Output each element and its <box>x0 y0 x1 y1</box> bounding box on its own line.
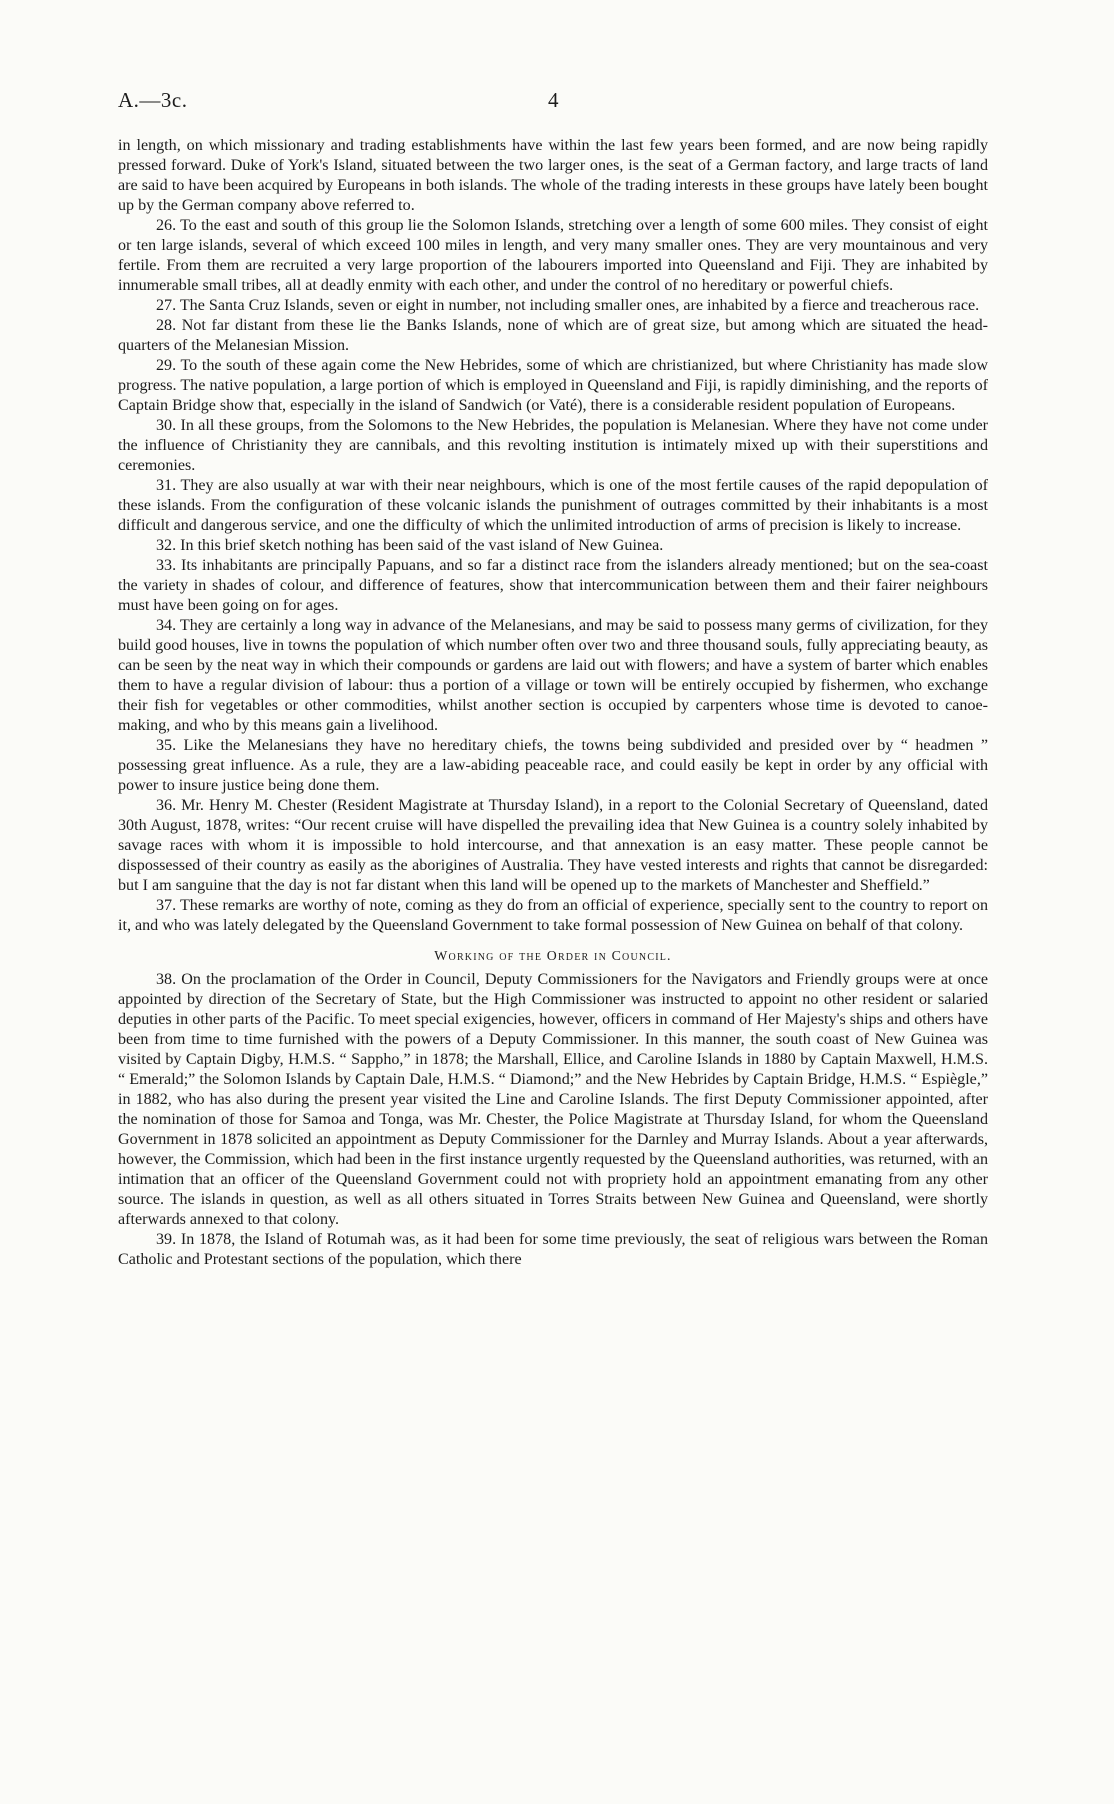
page-header <box>118 84 988 120</box>
paragraph-32: 32. In this brief sketch nothing has been said of the vast island of New Guinea. <box>156 537 664 554</box>
page-number: 4 <box>548 88 559 112</box>
document-body <box>118 136 988 1270</box>
paragraph-39: 39. In 1878, the Island of Rotumah was, as it had been for some time previously, the seat of religious wars between the Roman Catholic and Protestant sections of the population, which there <box>118 1231 988 1268</box>
paragraph-30: 30. In all these groups, from the Solomons to the New Hebrides, the population is Melanesian. Where they have not come under the influence of Christianity they are cannibals, and this revolting institution is intimately mixed up with their superstitions and ceremonies. <box>118 417 988 474</box>
document-page <box>118 84 988 1270</box>
paragraph-34: 34. They are certainly a long way in advance of the Melanesians, and may be said to possess many germs of civilization, for they build good houses, live in towns the population of which number often over two and three thousand souls, fully appreciating beauty, as can be seen by the neat way in which their compounds or gardens are laid out with flowers; and have a system of barter which enables them to have a regular division of labour: thus a portion of a village or town will be entirely occupied by fishermen, who exchange their fish for vegetables or other commodities, whilst another section is occupied by carpenters whose time is devoted to canoe-making, and who by this means gain a livelihood. <box>118 617 988 734</box>
paragraph-26: 26. To the east and south of this group lie the Solomon Islands, stretching over a length of some 600 miles. They consist of eight or ten large islands, several of which exceed 100 miles in length, and very many smaller ones. They are very mountainous and very fertile. From them are recruited a very large proportion of the labourers imported into Queensland and Fiji. They are inhabited by innumerable small tribes, all at deadly enmity with each other, and under the control of no hereditary or powerful chiefs. <box>118 217 988 294</box>
paragraph-27: 27. The Santa Cruz Islands, seven or eight in number, not including smaller ones, are inhabited by a fierce and treacherous race. <box>156 297 980 314</box>
paragraph-36: 36. Mr. Henry M. Chester (Resident Magistrate at Thursday Island), in a report to the Colonial Secretary of Queensland, dated 30th August, 1878, writes: “Our recent cruise will have dispelled the prevailing idea that New Guinea is a country solely inhabited by savage races with whom it is impossible to hold intercourse, and that annexation is an easy matter. These people cannot be dispossessed of their country as easily as the aborigines of Australia. They have vested interests and rights that cannot be disregarded: but I am sanguine that the day is not far distant when this land will be opened up to the markets of Manchester and Sheffield.” <box>118 797 988 894</box>
paragraph-38: 38. On the proclamation of the Order in Council, Deputy Commissioners for the Navigators and Friendly groups were at once appointed by direction of the Secretary of State, but the High Commissioner was instructed to appoint no other resident or salaried deputies in other parts of the Pacific. To meet special exigencies, however, officers in command of Her Majesty's ships and others have been from time to time furnished with the powers of a Deputy Commissioner. In this manner, the south coast of New Guinea was visited by Captain Digby, H.M.S. “ Sappho,” in 1878; the Marshall, Ellice, and Caroline Islands in 1880 by Captain Maxwell, H.M.S. “ Emerald;” the Solomon Islands by Captain Dale, H.M.S. “ Diamond;” and the New Hebrides by Captain Bridge, H.M.S. “ Espiègle,” in 1882, who has also during the present year visited the Line and Caroline Islands. The first Deputy Commissioner appointed, after the nomination of those for Samoa and Tonga, was Mr. Chester, the Police Magistrate at Thursday Island, for whom the Queensland Government in 1878 solicited an appointment as Deputy Commissioner for the Darnley and Murray Islands. About a year afterwards, however, the Commission, which had been in the first instance urgently requested by the Queensland authorities, was returned, with an intimation that an officer of the Queensland Government could not with propriety hold an appointment emanating from any other source. The islands in question, as well as all others situated in Torres Straits between New Guinea and Queensland, were shortly afterwards annexed to that colony. <box>118 971 988 1228</box>
paragraph-29: 29. To the south of these again come the New Hebrides, some of which are christianized, but where Christianity has made slow progress. The native population, a large portion of which is employed in Queensland and Fiji, is rapidly diminishing, and the reports of Captain Bridge show that, especially in the island of Sandwich (or Vaté), there is a considerable resident population of Europeans. <box>118 357 988 414</box>
document-reference: A.—3c. <box>118 88 188 112</box>
paragraph-continuation: in length, on which missionary and trading establishments have within the last few years been formed, and are now being rapidly pressed forward. Duke of York's Island, situated between the two larger ones, is the seat of a German factory, and large tracts of land are said to have been acquired by Europeans in both islands. The whole of the trading interests in these groups have lately been bought up by the German company above referred to. <box>118 137 988 214</box>
paragraph-33: 33. Its inhabitants are principally Papuans, and so far a distinct race from the islanders already mentioned; but on the sea-coast the variety in shades of colour, and difference of features, show that intercommunication between them and their fairer neighbours must have been going on for ages. <box>118 557 988 614</box>
paragraph-37: 37. These remarks are worthy of note, coming as they do from an official of experience, specially sent to the country to report on it, and who was lately delegated by the Queensland Government to take formal possession of New Guinea on behalf of that colony. <box>118 897 988 934</box>
paragraph-35: 35. Like the Melanesians they have no hereditary chiefs, the towns being subdivided and presided over by “ headmen ” possessing great influence. As a rule, they are a law-abiding peaceable race, and could easily be kept in order by any official with power to insure justice being done them. <box>118 737 988 794</box>
section-heading: Working of the Order in Council. <box>434 948 672 963</box>
paragraph-28: 28. Not far distant from these lie the Banks Islands, none of which are of great size, but among which are situated the head-quarters of the Melanesian Mission. <box>118 317 988 354</box>
paragraph-31: 31. They are also usually at war with their near neighbours, which is one of the most fertile causes of the rapid depopulation of these islands. From the configuration of these volcanic islands the punishment of outrages committed by their inhabitants is a most difficult and dangerous service, and one the difficulty of which the unlimited introduction of arms of precision is likely to increase. <box>118 477 988 534</box>
